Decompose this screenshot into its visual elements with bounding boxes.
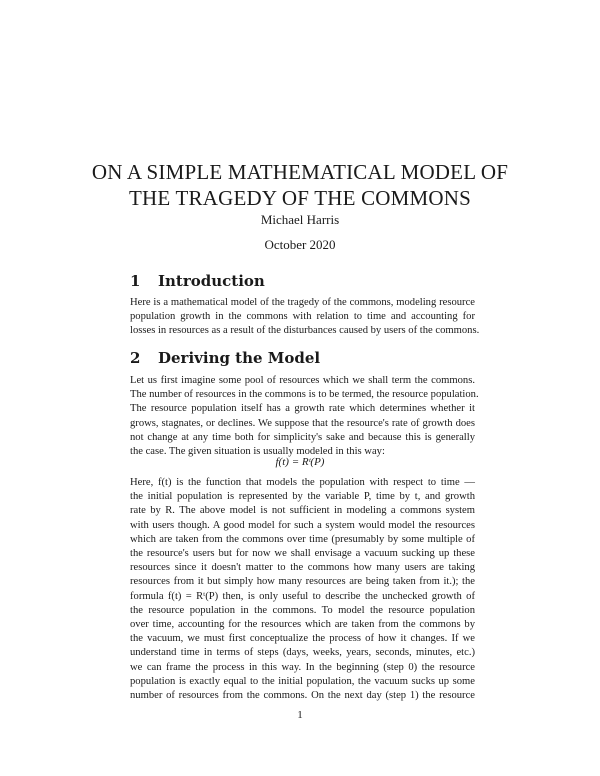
paper-title-line-2: THE TRAGEDY OF THE COMMONS xyxy=(129,186,471,210)
text-line: not change at any time both for simplicity's sake and because this is generally xyxy=(130,431,475,443)
text-line: The resource population itself has a growth rate which determines whether it xyxy=(130,403,475,415)
text-line: the case. The given situation is usually modeled in this way: xyxy=(130,446,385,458)
text-line: Here is a mathematical model of the tragedy of the commons, modeling resource xyxy=(130,297,475,308)
text-line: population growth in the commons with relation to time and accounting for xyxy=(130,311,475,323)
text-line: resources since it doesn't matter to the commons how many users are taking xyxy=(130,562,475,574)
section-heading-introduction xyxy=(130,272,265,290)
text-line: Here, f(t) is the function that models the population with respect to time — xyxy=(130,477,475,488)
text-line: which are taken from the commons over time (presumably by some multiple of xyxy=(130,533,475,545)
text-line: the resource's users but for now we shall envisage a vacuum sucking up these xyxy=(130,548,475,560)
paper-title-line-1: ON A SIMPLE MATHEMATICAL MODEL OF xyxy=(91,160,509,184)
text-line: Let us first imagine some pool of resources which we shall term the commons. xyxy=(130,375,475,386)
text-line: understand time in terms of steps (days, weeks, years, seconds, minutes, etc.) xyxy=(130,647,475,659)
text-line: the initial population is represented by the variable P, time by t, and growth xyxy=(130,491,475,503)
text-line: over time, accounting for the resources which are taken from the commons by xyxy=(130,619,475,631)
deriving-paragraph-1 xyxy=(130,374,479,459)
text-line: grows, stagnates, or declines. We suppose that the resource's rate of growth does xyxy=(130,417,475,429)
text-line: resources from it but simply how many resources are being taken from it.); the xyxy=(130,576,475,588)
section-title: Introduction xyxy=(158,272,265,290)
author-name: Michael Harris xyxy=(260,212,340,227)
text-line: rate by R. The above model is not sufficient in modeling a commons system xyxy=(130,505,475,517)
text-line: with users though. A good model for such a system would model the resources xyxy=(130,519,475,531)
text-line: the vacuum, we must first conceptualize the process of how it changes. If we xyxy=(130,633,475,645)
deriving-paragraph-2 xyxy=(130,476,475,703)
section-title: Deriving the Model xyxy=(158,349,321,367)
text-line: we can frame the process in this way. In the beginning (step 0) the resource xyxy=(130,661,475,673)
text-line: The number of resources in the commons is to be termed, the resource population. xyxy=(130,389,479,401)
text-line: losses in resources as a result of the disturbances caused by users of the commons. xyxy=(130,325,480,337)
text-line: population is exactly equal to the initial population, the vacuum sucks up some xyxy=(130,675,475,687)
page-number: 1 xyxy=(297,709,303,721)
introduction-paragraph xyxy=(130,296,480,339)
section-number: 1 xyxy=(130,272,141,290)
text-line: the resource population in the commons. To model the resource population xyxy=(130,604,475,616)
text-line: formula f(t) = Rᵗ(P) then, is only useful to describe the unchecked growth of xyxy=(130,590,475,602)
section-number: 2 xyxy=(130,349,141,367)
section-heading-deriving-the-model xyxy=(130,349,320,367)
text-line: number of resources from the commons. On the next day (step 1) the resource xyxy=(130,690,475,702)
growth-equation: f(t) = Rᵗ(P) xyxy=(275,456,325,468)
publication-date: October 2020 xyxy=(264,237,336,252)
